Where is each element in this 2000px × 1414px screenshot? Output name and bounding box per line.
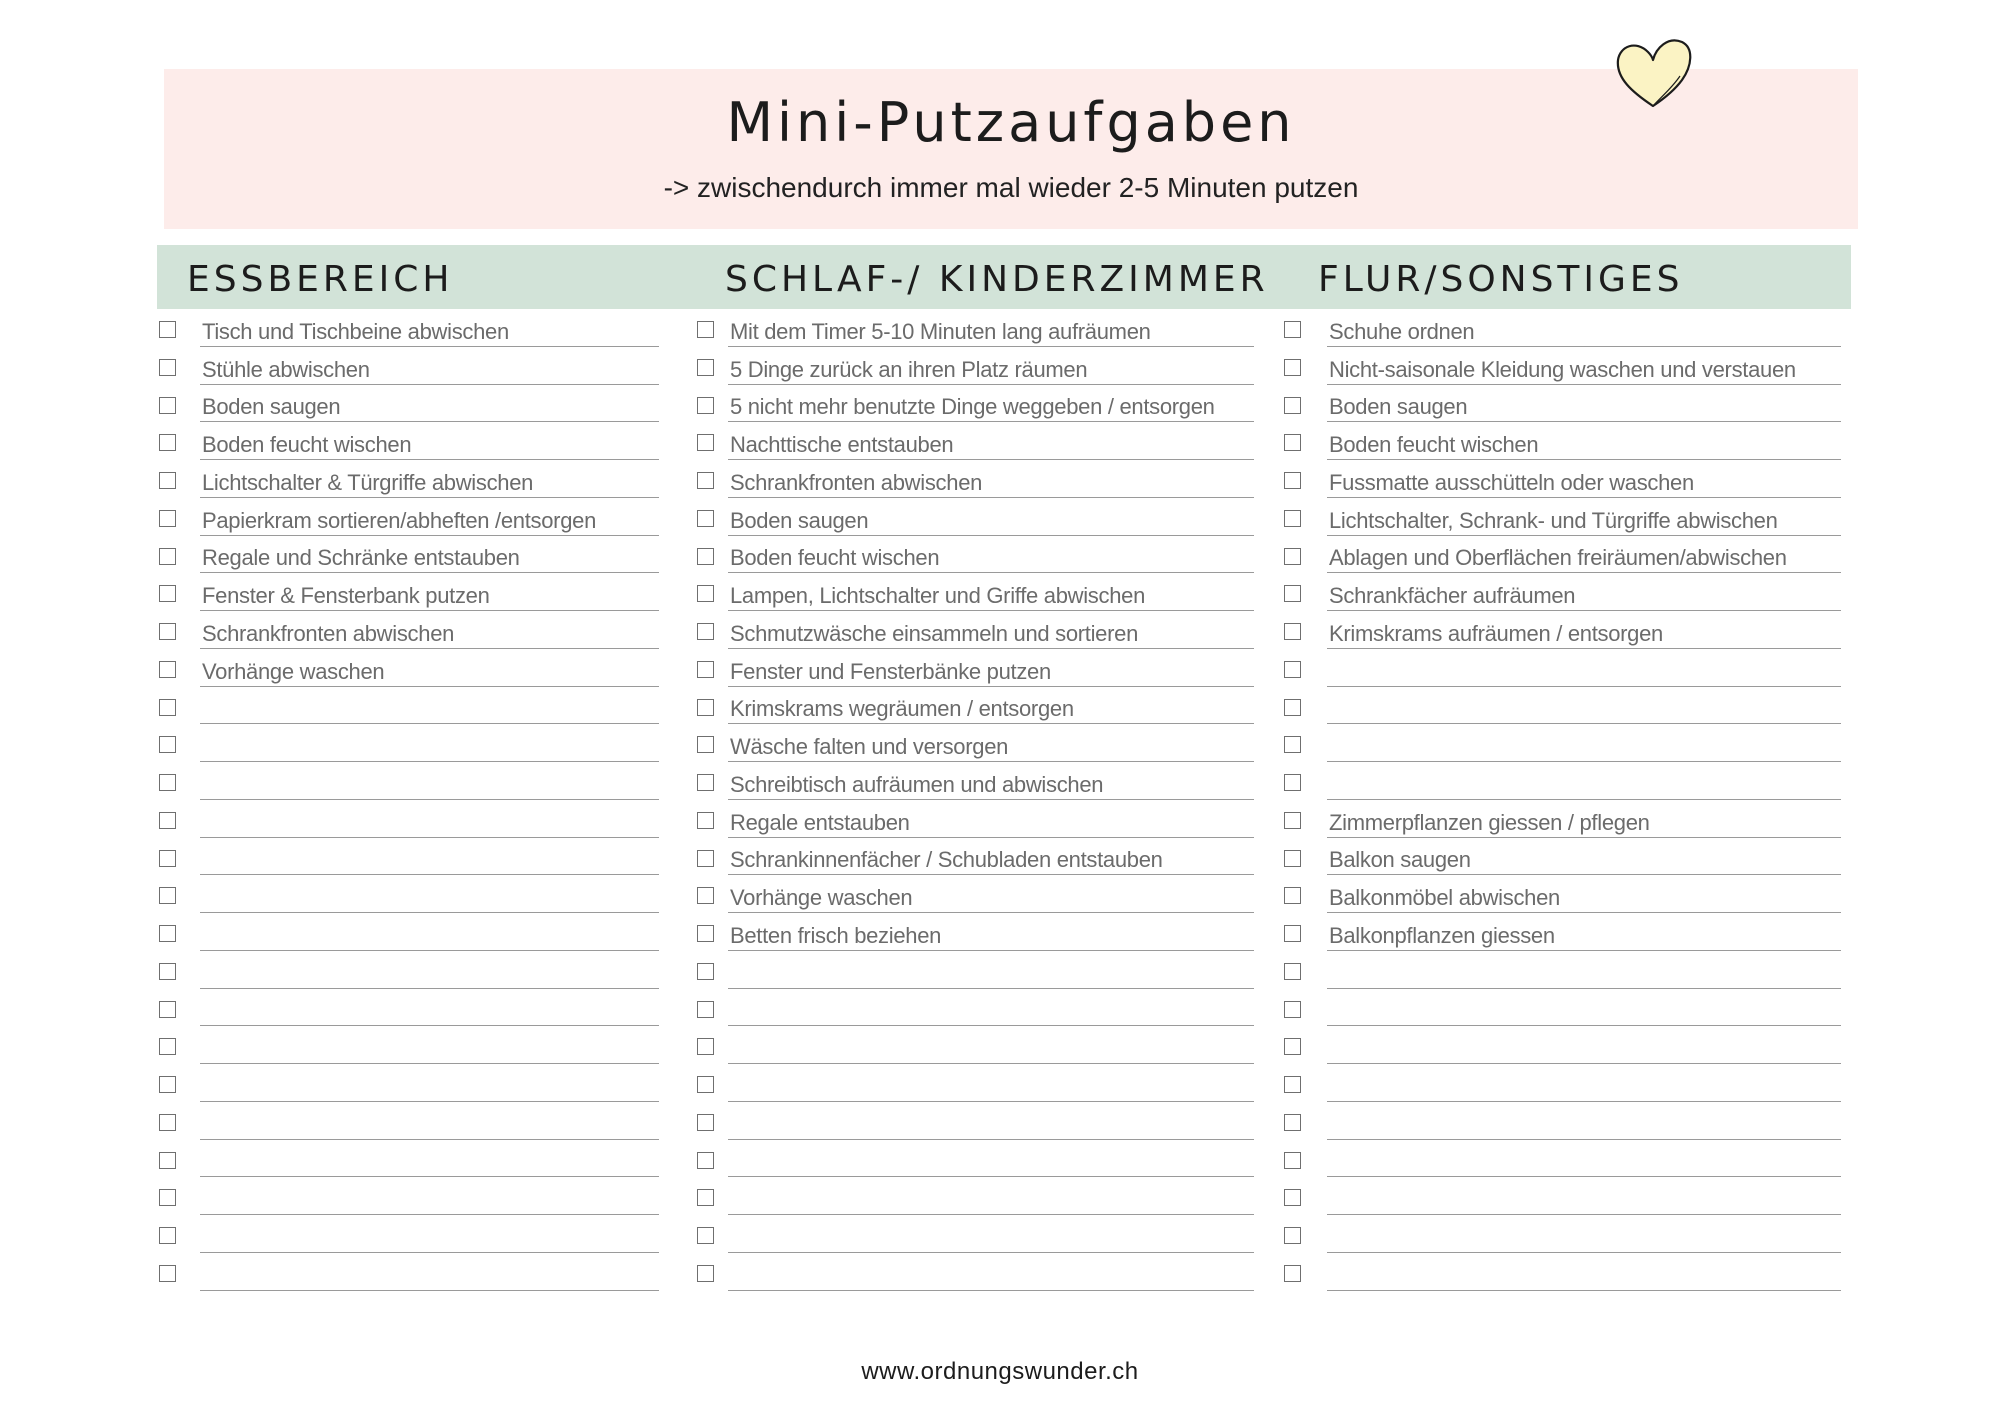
task-label: Papierkram sortieren/abheften /entsorgen bbox=[202, 507, 597, 533]
task-label: Krimskrams wegräumen / entsorgen bbox=[730, 696, 1074, 722]
task-row bbox=[157, 687, 661, 725]
task-line bbox=[1327, 951, 1841, 989]
task-line bbox=[728, 649, 1254, 687]
task-line bbox=[1327, 1215, 1841, 1253]
task-line bbox=[1327, 762, 1841, 800]
task-label: Ablagen und Oberflächen freiräumen/abwischen bbox=[1329, 545, 1787, 571]
task-line bbox=[1327, 1253, 1841, 1291]
task-line bbox=[728, 838, 1254, 876]
task-row bbox=[157, 1064, 661, 1102]
task-checkbox[interactable] bbox=[697, 1152, 714, 1169]
task-row bbox=[157, 460, 661, 498]
task-checkbox[interactable] bbox=[159, 736, 176, 753]
task-line bbox=[728, 951, 1254, 989]
task-list bbox=[157, 309, 661, 1291]
task-line bbox=[200, 1253, 659, 1291]
task-line bbox=[1327, 1064, 1841, 1102]
task-checkbox[interactable] bbox=[697, 1114, 714, 1131]
task-line bbox=[200, 913, 659, 951]
task-row bbox=[157, 498, 661, 536]
task-checkbox[interactable] bbox=[697, 736, 714, 753]
heart-icon bbox=[1612, 36, 1694, 112]
task-row bbox=[1282, 1253, 1852, 1291]
task-row bbox=[695, 649, 1255, 687]
task-row bbox=[157, 875, 661, 913]
task-label: Betten frisch beziehen bbox=[730, 922, 942, 948]
task-label: Zimmerpflanzen giessen / pflegen bbox=[1329, 809, 1650, 835]
task-checkbox[interactable] bbox=[697, 585, 714, 602]
task-row bbox=[695, 800, 1255, 838]
task-row bbox=[1282, 536, 1852, 574]
task-label: Boden saugen bbox=[1329, 394, 1468, 420]
task-checkbox[interactable] bbox=[159, 1189, 176, 1206]
footer-url: www.ordnungswunder.ch bbox=[861, 1358, 1139, 1385]
task-checkbox[interactable] bbox=[159, 548, 176, 565]
task-row bbox=[1282, 838, 1852, 876]
task-row bbox=[695, 1026, 1255, 1064]
task-list bbox=[695, 309, 1255, 1291]
task-label: Regale entstauben bbox=[730, 809, 910, 835]
task-checkbox[interactable] bbox=[697, 963, 714, 980]
task-checkbox[interactable] bbox=[159, 1114, 176, 1131]
task-line bbox=[200, 536, 659, 574]
task-row bbox=[1282, 1177, 1852, 1215]
task-row bbox=[695, 1102, 1255, 1140]
task-line bbox=[1327, 800, 1841, 838]
task-row bbox=[695, 460, 1255, 498]
task-checkbox[interactable] bbox=[1284, 321, 1301, 338]
task-label: Balkonmöbel abwischen bbox=[1329, 885, 1560, 910]
task-line bbox=[1327, 1102, 1841, 1140]
task-row bbox=[1282, 385, 1852, 423]
task-line bbox=[728, 875, 1254, 913]
task-row bbox=[1282, 1102, 1852, 1140]
task-row bbox=[1282, 875, 1852, 913]
task-row bbox=[157, 347, 661, 385]
task-checkbox[interactable] bbox=[1284, 812, 1301, 829]
task-row bbox=[157, 611, 661, 649]
task-checkbox[interactable] bbox=[159, 623, 176, 640]
task-row bbox=[157, 573, 661, 611]
task-checkbox[interactable] bbox=[159, 1038, 176, 1055]
task-line bbox=[200, 875, 659, 913]
task-line bbox=[200, 1177, 659, 1215]
task-row bbox=[695, 687, 1255, 725]
task-line bbox=[200, 309, 659, 347]
task-line bbox=[728, 536, 1254, 574]
task-line bbox=[1327, 498, 1841, 536]
task-line bbox=[1327, 573, 1841, 611]
task-checkbox[interactable] bbox=[697, 1038, 714, 1055]
task-checkbox[interactable] bbox=[697, 1076, 714, 1093]
task-checkbox[interactable] bbox=[1284, 887, 1301, 904]
task-row bbox=[1282, 573, 1852, 611]
task-list bbox=[1282, 309, 1852, 1291]
task-checkbox[interactable] bbox=[697, 887, 714, 904]
task-checkbox[interactable] bbox=[697, 397, 714, 414]
task-checkbox[interactable] bbox=[1284, 774, 1301, 791]
task-row bbox=[1282, 1064, 1852, 1102]
task-line bbox=[200, 385, 659, 423]
task-checkbox[interactable] bbox=[1284, 1265, 1301, 1282]
task-checkbox[interactable] bbox=[697, 434, 714, 451]
task-checkbox[interactable] bbox=[159, 510, 176, 527]
task-row bbox=[1282, 800, 1852, 838]
task-checkbox[interactable] bbox=[1284, 1076, 1301, 1093]
task-row bbox=[695, 1253, 1255, 1291]
task-checkbox[interactable] bbox=[1284, 1189, 1301, 1206]
task-checkbox[interactable] bbox=[159, 699, 176, 716]
task-row bbox=[157, 649, 661, 687]
task-row bbox=[1282, 422, 1852, 460]
task-line bbox=[728, 1102, 1254, 1140]
task-label: Boden saugen bbox=[202, 394, 341, 420]
task-row bbox=[157, 989, 661, 1027]
task-line bbox=[200, 1102, 659, 1140]
task-label: Schreibtisch aufräumen und abwischen bbox=[730, 771, 1104, 797]
task-checkbox[interactable] bbox=[159, 887, 176, 904]
task-line bbox=[728, 1215, 1254, 1253]
task-checkbox[interactable] bbox=[697, 359, 714, 376]
task-line bbox=[200, 460, 659, 498]
task-label: Nachttische entstauben bbox=[730, 432, 954, 457]
task-checkbox[interactable] bbox=[697, 472, 714, 489]
task-line bbox=[728, 611, 1254, 649]
task-label: Stühle abwischen bbox=[202, 356, 370, 382]
task-line bbox=[200, 1026, 659, 1064]
task-row bbox=[157, 385, 661, 423]
task-row bbox=[1282, 951, 1852, 989]
task-row bbox=[695, 347, 1255, 385]
task-line bbox=[728, 1064, 1254, 1102]
task-checkbox[interactable] bbox=[1284, 1114, 1301, 1131]
task-checkbox[interactable] bbox=[159, 472, 176, 489]
task-row bbox=[695, 838, 1255, 876]
column-title: FLUR/SONSTIGES bbox=[1318, 259, 1684, 300]
task-row bbox=[157, 724, 661, 762]
task-line bbox=[728, 762, 1254, 800]
task-line bbox=[1327, 913, 1841, 951]
task-row bbox=[1282, 687, 1852, 725]
task-row bbox=[157, 1253, 661, 1291]
task-checkbox[interactable] bbox=[1284, 1152, 1301, 1169]
task-line bbox=[1327, 724, 1841, 762]
task-row bbox=[157, 913, 661, 951]
task-line bbox=[200, 498, 659, 536]
task-row bbox=[1282, 347, 1852, 385]
task-label: Wäsche falten und versorgen bbox=[730, 734, 1009, 759]
task-row bbox=[695, 536, 1255, 574]
task-label: Schuhe ordnen bbox=[1329, 318, 1475, 344]
task-row bbox=[695, 498, 1255, 536]
task-row bbox=[1282, 498, 1852, 536]
task-line bbox=[200, 800, 659, 838]
task-label: Vorhänge waschen bbox=[730, 885, 913, 910]
task-checkbox[interactable] bbox=[697, 510, 714, 527]
task-line bbox=[728, 724, 1254, 762]
task-checkbox[interactable] bbox=[697, 1189, 714, 1206]
task-row bbox=[157, 762, 661, 800]
task-line bbox=[1327, 1177, 1841, 1215]
task-line bbox=[1327, 1026, 1841, 1064]
task-line bbox=[728, 1026, 1254, 1064]
task-row bbox=[1282, 309, 1852, 347]
task-row bbox=[157, 1215, 661, 1253]
task-label: Lichtschalter & Türgriffe abwischen bbox=[202, 469, 534, 495]
task-label: Fenster & Fensterbank putzen bbox=[202, 583, 490, 608]
task-label: Fussmatte ausschütteln oder waschen bbox=[1329, 469, 1694, 495]
task-row bbox=[695, 913, 1255, 951]
task-checkbox[interactable] bbox=[159, 963, 176, 980]
task-line bbox=[200, 838, 659, 876]
task-line bbox=[728, 1177, 1254, 1215]
task-row bbox=[157, 1026, 661, 1064]
task-checkbox[interactable] bbox=[1284, 699, 1301, 716]
task-line bbox=[728, 687, 1254, 725]
task-line bbox=[728, 800, 1254, 838]
task-checkbox[interactable] bbox=[697, 774, 714, 791]
task-line bbox=[1327, 649, 1841, 687]
column-flur-sonstiges bbox=[1282, 245, 1852, 1291]
task-row bbox=[1282, 724, 1852, 762]
task-label: Boden saugen bbox=[730, 507, 869, 533]
task-line bbox=[728, 573, 1254, 611]
task-label: 5 nicht mehr benutzte Dinge weggeben / entsorgen bbox=[730, 394, 1215, 420]
task-line bbox=[1327, 347, 1841, 385]
task-checkbox[interactable] bbox=[1284, 397, 1301, 414]
task-row bbox=[157, 422, 661, 460]
task-checkbox[interactable] bbox=[159, 1152, 176, 1169]
task-checkbox[interactable] bbox=[1284, 1001, 1301, 1018]
task-line bbox=[200, 1215, 659, 1253]
task-label: Lichtschalter, Schrank- und Türgriffe abwischen bbox=[1329, 507, 1778, 533]
task-line bbox=[200, 1064, 659, 1102]
task-label: Balkonpflanzen giessen bbox=[1329, 922, 1555, 948]
task-checkbox[interactable] bbox=[159, 1227, 176, 1244]
task-checkbox[interactable] bbox=[159, 1001, 176, 1018]
task-line bbox=[200, 422, 659, 460]
task-row bbox=[157, 309, 661, 347]
task-row bbox=[695, 309, 1255, 347]
task-checkbox[interactable] bbox=[159, 661, 176, 678]
task-checkbox[interactable] bbox=[1284, 434, 1301, 451]
task-checkbox[interactable] bbox=[159, 1265, 176, 1282]
task-checkbox[interactable] bbox=[697, 1265, 714, 1282]
task-checkbox[interactable] bbox=[697, 661, 714, 678]
task-label: Boden feucht wischen bbox=[1329, 432, 1539, 457]
task-row bbox=[695, 1177, 1255, 1215]
task-line bbox=[200, 687, 659, 725]
task-checkbox[interactable] bbox=[1284, 359, 1301, 376]
task-label: 5 Dinge zurück an ihren Platz räumen bbox=[730, 356, 1088, 382]
task-label: Boden feucht wischen bbox=[730, 545, 940, 571]
column-essbereich bbox=[157, 245, 661, 1291]
task-checkbox[interactable] bbox=[159, 359, 176, 376]
task-row bbox=[695, 611, 1255, 649]
task-label: Fenster und Fensterbänke putzen bbox=[730, 658, 1051, 684]
task-label: Vorhänge waschen bbox=[202, 658, 385, 684]
task-checkbox[interactable] bbox=[159, 397, 176, 414]
task-row bbox=[157, 951, 661, 989]
task-row bbox=[695, 875, 1255, 913]
task-line bbox=[200, 1140, 659, 1178]
task-checkbox[interactable] bbox=[1284, 472, 1301, 489]
task-line bbox=[1327, 422, 1841, 460]
task-line bbox=[200, 573, 659, 611]
task-row bbox=[695, 724, 1255, 762]
task-line bbox=[200, 951, 659, 989]
task-checkbox[interactable] bbox=[697, 321, 714, 338]
task-checkbox[interactable] bbox=[697, 623, 714, 640]
header-band bbox=[164, 69, 1858, 229]
task-row bbox=[157, 838, 661, 876]
task-row bbox=[1282, 989, 1852, 1027]
task-line bbox=[1327, 611, 1841, 649]
task-line bbox=[200, 611, 659, 649]
task-line bbox=[728, 309, 1254, 347]
task-row bbox=[157, 536, 661, 574]
task-checkbox[interactable] bbox=[1284, 623, 1301, 640]
task-line bbox=[728, 385, 1254, 423]
task-row bbox=[695, 1140, 1255, 1178]
column-schlaf-kinderzimmer bbox=[695, 245, 1269, 1291]
task-checkbox[interactable] bbox=[1284, 963, 1301, 980]
task-label: Schrankinnenfächer / Schubladen entstauben bbox=[730, 847, 1163, 873]
task-line bbox=[200, 347, 659, 385]
task-checkbox[interactable] bbox=[697, 1001, 714, 1018]
task-label: Schrankfronten abwischen bbox=[730, 469, 983, 495]
task-checkbox[interactable] bbox=[159, 812, 176, 829]
column-title: SCHLAF-/ KINDERZIMMER bbox=[725, 259, 1269, 300]
task-row bbox=[1282, 1140, 1852, 1178]
task-checkbox[interactable] bbox=[159, 850, 176, 867]
task-row bbox=[695, 422, 1255, 460]
task-row bbox=[1282, 649, 1852, 687]
task-checkbox[interactable] bbox=[697, 812, 714, 829]
task-label: Regale und Schränke entstauben bbox=[202, 545, 520, 571]
task-row bbox=[1282, 1215, 1852, 1253]
task-checkbox[interactable] bbox=[697, 925, 714, 942]
task-checkbox[interactable] bbox=[1284, 661, 1301, 678]
task-line bbox=[1327, 838, 1841, 876]
task-line bbox=[1327, 309, 1841, 347]
task-checkbox[interactable] bbox=[1284, 1227, 1301, 1244]
task-line bbox=[728, 1140, 1254, 1178]
task-line bbox=[728, 347, 1254, 385]
task-checkbox[interactable] bbox=[1284, 850, 1301, 867]
task-row bbox=[695, 1215, 1255, 1253]
task-label: Boden feucht wischen bbox=[202, 432, 412, 457]
task-checkbox[interactable] bbox=[697, 850, 714, 867]
task-row bbox=[1282, 1026, 1852, 1064]
task-row bbox=[695, 385, 1255, 423]
task-label: Krimskrams aufräumen / entsorgen bbox=[1329, 620, 1663, 646]
page-subtitle: -> zwischendurch immer mal wieder 2-5 Minuten putzen bbox=[663, 172, 1359, 203]
column-title: ESSBEREICH bbox=[187, 259, 454, 300]
task-line bbox=[200, 989, 659, 1027]
task-row bbox=[695, 762, 1255, 800]
task-checkbox[interactable] bbox=[1284, 736, 1301, 753]
task-line bbox=[1327, 687, 1841, 725]
task-row bbox=[1282, 460, 1852, 498]
task-line bbox=[1327, 385, 1841, 423]
task-line bbox=[1327, 460, 1841, 498]
task-row bbox=[157, 800, 661, 838]
task-label: Schmutzwäsche einsammeln und sortieren bbox=[730, 620, 1139, 646]
task-label: Schrankfächer aufräumen bbox=[1329, 583, 1576, 608]
task-checkbox[interactable] bbox=[1284, 510, 1301, 527]
task-row bbox=[695, 573, 1255, 611]
task-checkbox[interactable] bbox=[159, 585, 176, 602]
task-line bbox=[1327, 875, 1841, 913]
task-checkbox[interactable] bbox=[159, 1076, 176, 1093]
task-checkbox[interactable] bbox=[159, 774, 176, 791]
task-label: Nicht-saisonale Kleidung waschen und verstauen bbox=[1329, 356, 1796, 382]
task-checkbox[interactable] bbox=[159, 434, 176, 451]
task-label: Balkon saugen bbox=[1329, 847, 1471, 873]
task-line bbox=[1327, 989, 1841, 1027]
task-line bbox=[200, 724, 659, 762]
task-row bbox=[1282, 913, 1852, 951]
task-line bbox=[200, 649, 659, 687]
task-row bbox=[157, 1102, 661, 1140]
task-checkbox[interactable] bbox=[159, 321, 176, 338]
task-line bbox=[1327, 1140, 1841, 1178]
task-row bbox=[695, 951, 1255, 989]
task-label: Schrankfronten abwischen bbox=[202, 620, 455, 646]
task-label: Tisch und Tischbeine abwischen bbox=[202, 318, 509, 344]
task-checkbox[interactable] bbox=[1284, 925, 1301, 942]
task-line bbox=[728, 1253, 1254, 1291]
task-checkbox[interactable] bbox=[697, 699, 714, 716]
task-row bbox=[695, 1064, 1255, 1102]
task-row bbox=[157, 1140, 661, 1178]
task-line bbox=[728, 913, 1254, 951]
task-checkbox[interactable] bbox=[697, 1227, 714, 1244]
task-line bbox=[1327, 536, 1841, 574]
task-row bbox=[695, 989, 1255, 1027]
task-line bbox=[728, 498, 1254, 536]
task-label: Lampen, Lichtschalter und Griffe abwischen bbox=[730, 583, 1146, 608]
task-row bbox=[1282, 762, 1852, 800]
task-checkbox[interactable] bbox=[159, 925, 176, 942]
task-line bbox=[728, 989, 1254, 1027]
task-line bbox=[200, 762, 659, 800]
task-checkbox[interactable] bbox=[1284, 1038, 1301, 1055]
task-label: Mit dem Timer 5-10 Minuten lang aufräumen bbox=[730, 318, 1151, 344]
task-line bbox=[728, 422, 1254, 460]
task-line bbox=[728, 460, 1254, 498]
task-checkbox[interactable] bbox=[1284, 585, 1301, 602]
task-checkbox[interactable] bbox=[1284, 548, 1301, 565]
task-checkbox[interactable] bbox=[697, 548, 714, 565]
page-title: Mini-Putzaufgaben bbox=[726, 91, 1296, 154]
task-row bbox=[1282, 611, 1852, 649]
task-row bbox=[157, 1177, 661, 1215]
